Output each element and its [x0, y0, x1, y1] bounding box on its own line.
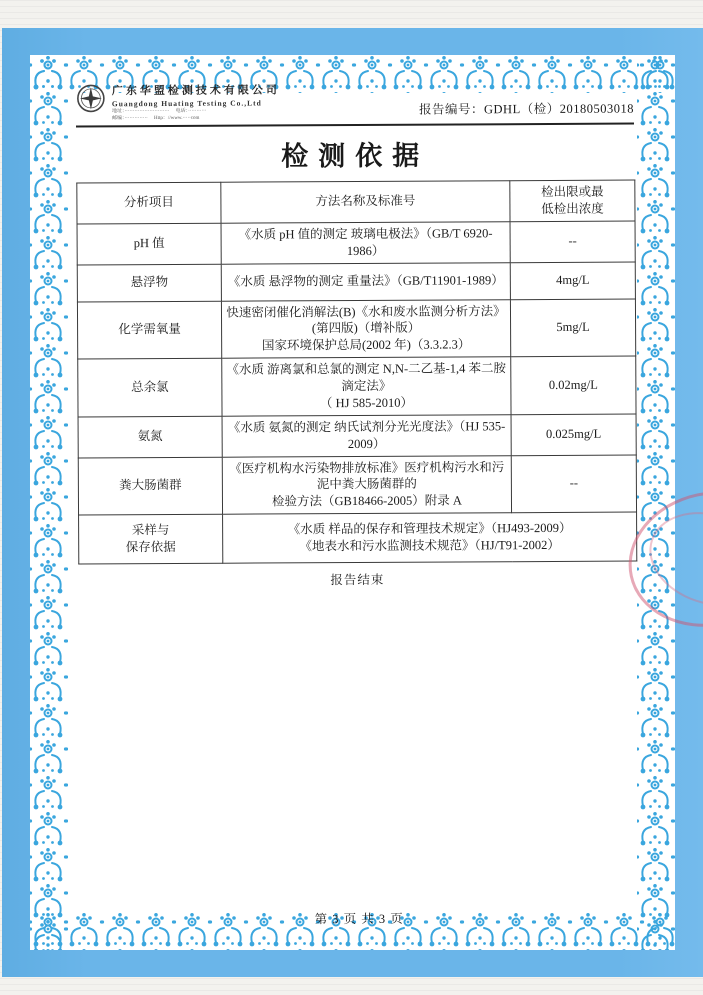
- company-block: [112, 81, 372, 122]
- col-header-method: 方法名称及标准号: [221, 181, 510, 223]
- method-line1: 《水质 样品的保存和管理技术规定》（HJ493-2009）: [287, 521, 572, 537]
- company-name-en: Guangdong Huating Testing Co.,Ltd: [111, 98, 262, 109]
- cell-method: 《水质 pH 值的测定 玻璃电极法》（GB/T 6920-1986）: [221, 221, 510, 263]
- company-info-line2: 邮编：·············· Http：//www.·····com: [111, 115, 200, 122]
- cell-item: 悬浮物: [77, 264, 221, 302]
- cell-item: 化学需氧量: [77, 301, 221, 359]
- item-line2: 保存依据: [125, 540, 176, 555]
- company-name-cn: 广东华盟检测技术有限公司: [111, 84, 280, 98]
- col-header-limit: [510, 180, 635, 221]
- cell-limit: 5mg/L: [510, 299, 635, 357]
- method-line2: 国家环境保护总局(2002 年)（3.3.2.3）: [261, 337, 471, 353]
- cell-method: [221, 299, 510, 358]
- cell-item: 氨氮: [78, 416, 222, 458]
- cell-limit: 0.025mg/L: [511, 414, 636, 455]
- item-line1: 采样与: [131, 523, 170, 538]
- col-header-limit-line1: 检出限或最: [541, 184, 604, 200]
- table-row-fecal-coliform: [78, 455, 636, 516]
- company-info-line1: 地址：··························· 电话：···········: [111, 108, 207, 115]
- method-line2: 检验方法（GB18466-2005）附录 A: [271, 493, 462, 509]
- cell-limit: 0.02mg/L: [511, 356, 636, 414]
- report-end-label: 报告结束: [330, 572, 385, 588]
- cell-method: [222, 357, 511, 416]
- compass-star-icon: [76, 83, 106, 113]
- cell-method: 《水质 氨氮的测定 纳氏试剂分光光度法》（HJ 535-2009）: [222, 414, 511, 456]
- cell-item: 总余氯: [78, 358, 222, 416]
- testing-basis-table: [76, 180, 637, 565]
- header-divider: [76, 123, 634, 128]
- cell-method: [222, 455, 511, 514]
- method-line1: 《水质 游离氯和总氯的测定 N,N-二乙基-1,4 苯二胺滴定法》: [226, 361, 507, 394]
- cell-limit: 4mg/L: [510, 262, 635, 300]
- cell-item: [79, 514, 223, 564]
- table-row-suspended-solids: [77, 262, 635, 302]
- cell-item: pH 值: [77, 223, 221, 265]
- col-header-limit-line2: 低检出浓度: [541, 201, 604, 216]
- cell-method-merged: [223, 512, 637, 563]
- table-row-ammonia: [78, 414, 636, 458]
- report-number: 报告编号：GDHL（检）20180503018: [418, 101, 634, 117]
- method-line1: 快速密闭催化消解法(B)《水和废水监测分析方法》(第四版)（增补版）: [226, 303, 506, 336]
- table-row-cod: [77, 299, 635, 360]
- col-header-item: 分析项目: [77, 182, 221, 224]
- ornament-border-left: [30, 55, 68, 950]
- cell-item: 粪大肠菌群: [78, 457, 222, 515]
- page-title: 检测依据: [281, 140, 430, 172]
- table-row-sampling-basis: [79, 512, 637, 564]
- page-number: 第 3 页 共 3 页: [314, 911, 404, 927]
- method-line2: 《地表水和污水监测技术规范》（HJ/T91-2002）: [299, 538, 560, 554]
- table-row-residual-chlorine: [78, 356, 636, 417]
- table-row-ph: [77, 221, 635, 265]
- method-line2: （ HJ 585-2010）: [319, 395, 414, 411]
- document-content: [76, 79, 638, 932]
- cell-limit: --: [510, 221, 635, 262]
- method-line1: 《医疗机构水污染物排放标准》医疗机构污水和污泥中粪大肠菌群的: [229, 459, 505, 492]
- table-header-row: [77, 180, 635, 224]
- document-header: [76, 79, 634, 124]
- cell-limit: --: [511, 455, 636, 513]
- cell-method: 《水质 悬浮物的测定 重量法》（GB/T11901-1989）: [221, 262, 510, 301]
